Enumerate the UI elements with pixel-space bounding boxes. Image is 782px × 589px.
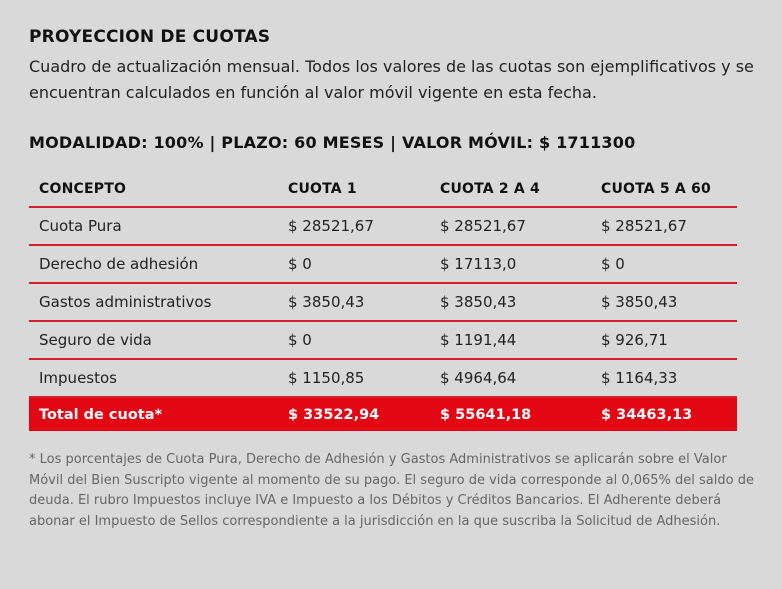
- header-cuota-2-a-4: CUOTA 2 A 4: [430, 172, 591, 207]
- row-label: Impuestos: [29, 359, 278, 397]
- cell-value: $ 0: [278, 245, 430, 283]
- total-label: Total de cuota*: [29, 397, 278, 431]
- cell-value: $ 28521,67: [278, 207, 430, 245]
- row-label: Derecho de adhesión: [29, 245, 278, 283]
- cell-value: $ 1191,44: [430, 321, 591, 359]
- table-row: [29, 207, 737, 245]
- cell-value: $ 28521,67: [591, 207, 737, 245]
- page-title: PROYECCION DE CUOTAS: [29, 27, 271, 47]
- header-cuota-5-a-60: CUOTA 5 A 60: [591, 172, 737, 207]
- row-label: Cuota Pura: [29, 207, 278, 245]
- total-value: $ 55641,18: [430, 397, 591, 431]
- cell-value: $ 1164,33: [591, 359, 737, 397]
- cell-value: $ 28521,67: [430, 207, 591, 245]
- row-label: Seguro de vida: [29, 321, 278, 359]
- cell-value: $ 3850,43: [430, 283, 591, 321]
- quota-table: [29, 172, 737, 431]
- total-value: $ 33522,94: [278, 397, 430, 431]
- description-text: Cuadro de actualización mensual. Todos los valores de las cuotas son ejemplificativos y se encuentran calculados en función al valor móvil vigente en esta fecha.: [29, 57, 754, 102]
- cell-value: $ 17113,0: [430, 245, 591, 283]
- cell-value: $ 1150,85: [278, 359, 430, 397]
- cell-value: $ 3850,43: [278, 283, 430, 321]
- table-row: [29, 245, 737, 283]
- cell-value: $ 0: [278, 321, 430, 359]
- cell-value: $ 0: [591, 245, 737, 283]
- table-header-row: [29, 172, 737, 207]
- table-row: [29, 359, 737, 397]
- table-row: [29, 283, 737, 321]
- row-label: Gastos administrativos: [29, 283, 278, 321]
- cell-value: $ 926,71: [591, 321, 737, 359]
- header-cuota-1: CUOTA 1: [278, 172, 430, 207]
- table-row: [29, 321, 737, 359]
- cell-value: $ 4964,64: [430, 359, 591, 397]
- footnote-text: * Los porcentajes de Cuota Pura, Derecho de Adhesión y Gastos Administrativos se aplicarán sobre el Valor Móvil del Bien Suscripto vigente al momento de su pago. El seguro de vida corresponde al 0,065% del saldo de deuda. El rubro Impuestos incluye IVA e Impuesto a los Débitos y Créditos Bancarios. El Adherente deberá abonar el Impuesto de Sellos correspondiente a la jurisdicción en la que suscriba la Solicitud de Adhesión.: [29, 452, 754, 529]
- header-concepto: CONCEPTO: [29, 172, 278, 207]
- total-row: [29, 397, 737, 431]
- plan-summary: MODALIDAD: 100% | PLAZO: 60 MESES | VALOR MÓVIL: $ 1711300: [29, 133, 636, 152]
- cell-value: $ 3850,43: [591, 283, 737, 321]
- total-value: $ 34463,13: [591, 397, 737, 431]
